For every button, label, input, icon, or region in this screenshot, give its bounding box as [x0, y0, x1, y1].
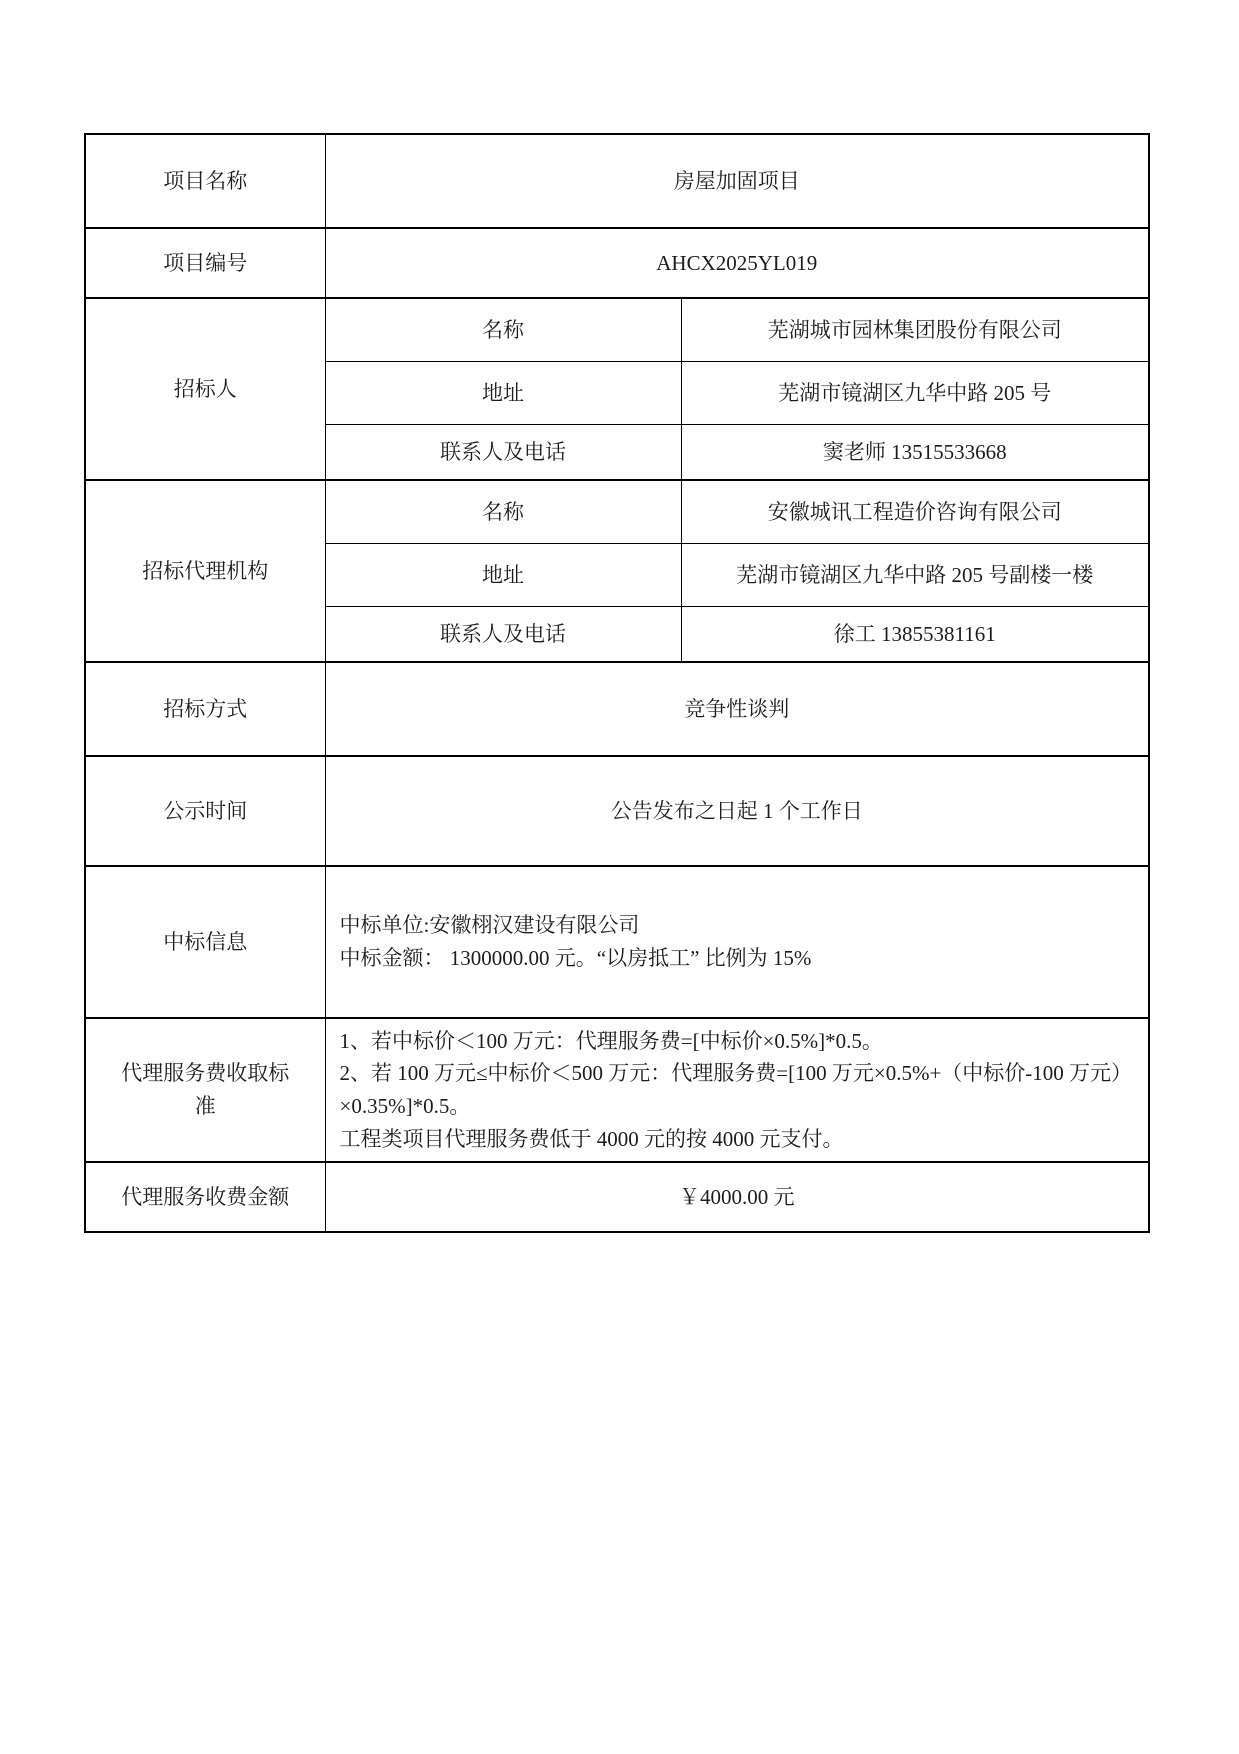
award-winner-line: 中标单位:安徽栩汉建设有限公司	[339, 913, 640, 938]
table-row-publicity	[85, 756, 1149, 866]
tenderer-name-value: 芜湖城市园林集团股份有限公司	[681, 298, 1149, 362]
fee-amount-value: ￥4000.00 元	[325, 1162, 1149, 1232]
agency-address-value: 芜湖市镜湖区九华中路 205 号副楼一楼	[681, 544, 1149, 607]
table-row-project-number	[85, 228, 1149, 298]
table-row-project-name	[85, 134, 1149, 228]
tender-info-table	[84, 133, 1150, 1233]
tenderer-address-value: 芜湖市镜湖区九华中路 205 号	[681, 362, 1149, 425]
fee-standard-label	[85, 1018, 325, 1162]
fee-standard-label-text: 代理服务费收取标准	[121, 1061, 290, 1118]
agency-contact-label: 联系人及电话	[325, 607, 681, 663]
fee-amount-label: 代理服务收费金额	[85, 1162, 325, 1232]
method-label: 招标方式	[85, 662, 325, 756]
tenderer-contact-label: 联系人及电话	[325, 425, 681, 481]
fee-standard-rule2: 2、若 100 万元≤中标价＜500 万元：代理服务费=[100 万元×0.5%+（中标价-100 万元）×0.35%]*0.5。	[339, 1061, 1122, 1118]
agency-name-label: 名称	[325, 480, 681, 544]
agency-label: 招标代理机构	[85, 480, 325, 662]
table-row-tenderer-name	[85, 298, 1149, 362]
project-name-label: 项目名称	[85, 134, 325, 228]
tenderer-address-label: 地址	[325, 362, 681, 425]
publicity-label: 公示时间	[85, 756, 325, 866]
tenderer-label: 招标人	[85, 298, 325, 480]
table-row-agency-name	[85, 480, 1149, 544]
agency-address-label: 地址	[325, 544, 681, 607]
project-name-value: 房屋加固项目	[325, 134, 1149, 228]
publicity-value: 公告发布之日起 1 个工作日	[325, 756, 1149, 866]
fee-standard-rule1: 1、若中标价＜100 万元：代理服务费=[中标价×0.5%]*0.5。	[339, 1028, 883, 1053]
fee-standard-value	[325, 1018, 1149, 1162]
tenderer-contact-value: 窦老师 13515533668	[681, 425, 1149, 481]
project-number-label: 项目编号	[85, 228, 325, 298]
table-row-fee-standard	[85, 1018, 1149, 1162]
table-row-fee-amount	[85, 1162, 1149, 1232]
award-info-label: 中标信息	[85, 866, 325, 1018]
method-value: 竞争性谈判	[325, 662, 1149, 756]
project-number-value: AHCX2025YL019	[325, 228, 1149, 298]
award-info-value	[325, 866, 1149, 1018]
agency-contact-value: 徐工 13855381161	[681, 607, 1149, 663]
agency-name-value: 安徽城讯工程造价咨询有限公司	[681, 480, 1149, 544]
tenderer-name-label: 名称	[325, 298, 681, 362]
award-amount-line: 中标金额： 1300000.00 元。“以房抵工” 比例为 15%	[339, 946, 812, 970]
fee-standard-rule3: 工程类项目代理服务费低于 4000 元的按 4000 元支付。	[339, 1126, 844, 1151]
table-row-award-info	[85, 866, 1149, 1018]
table-row-method	[85, 662, 1149, 756]
